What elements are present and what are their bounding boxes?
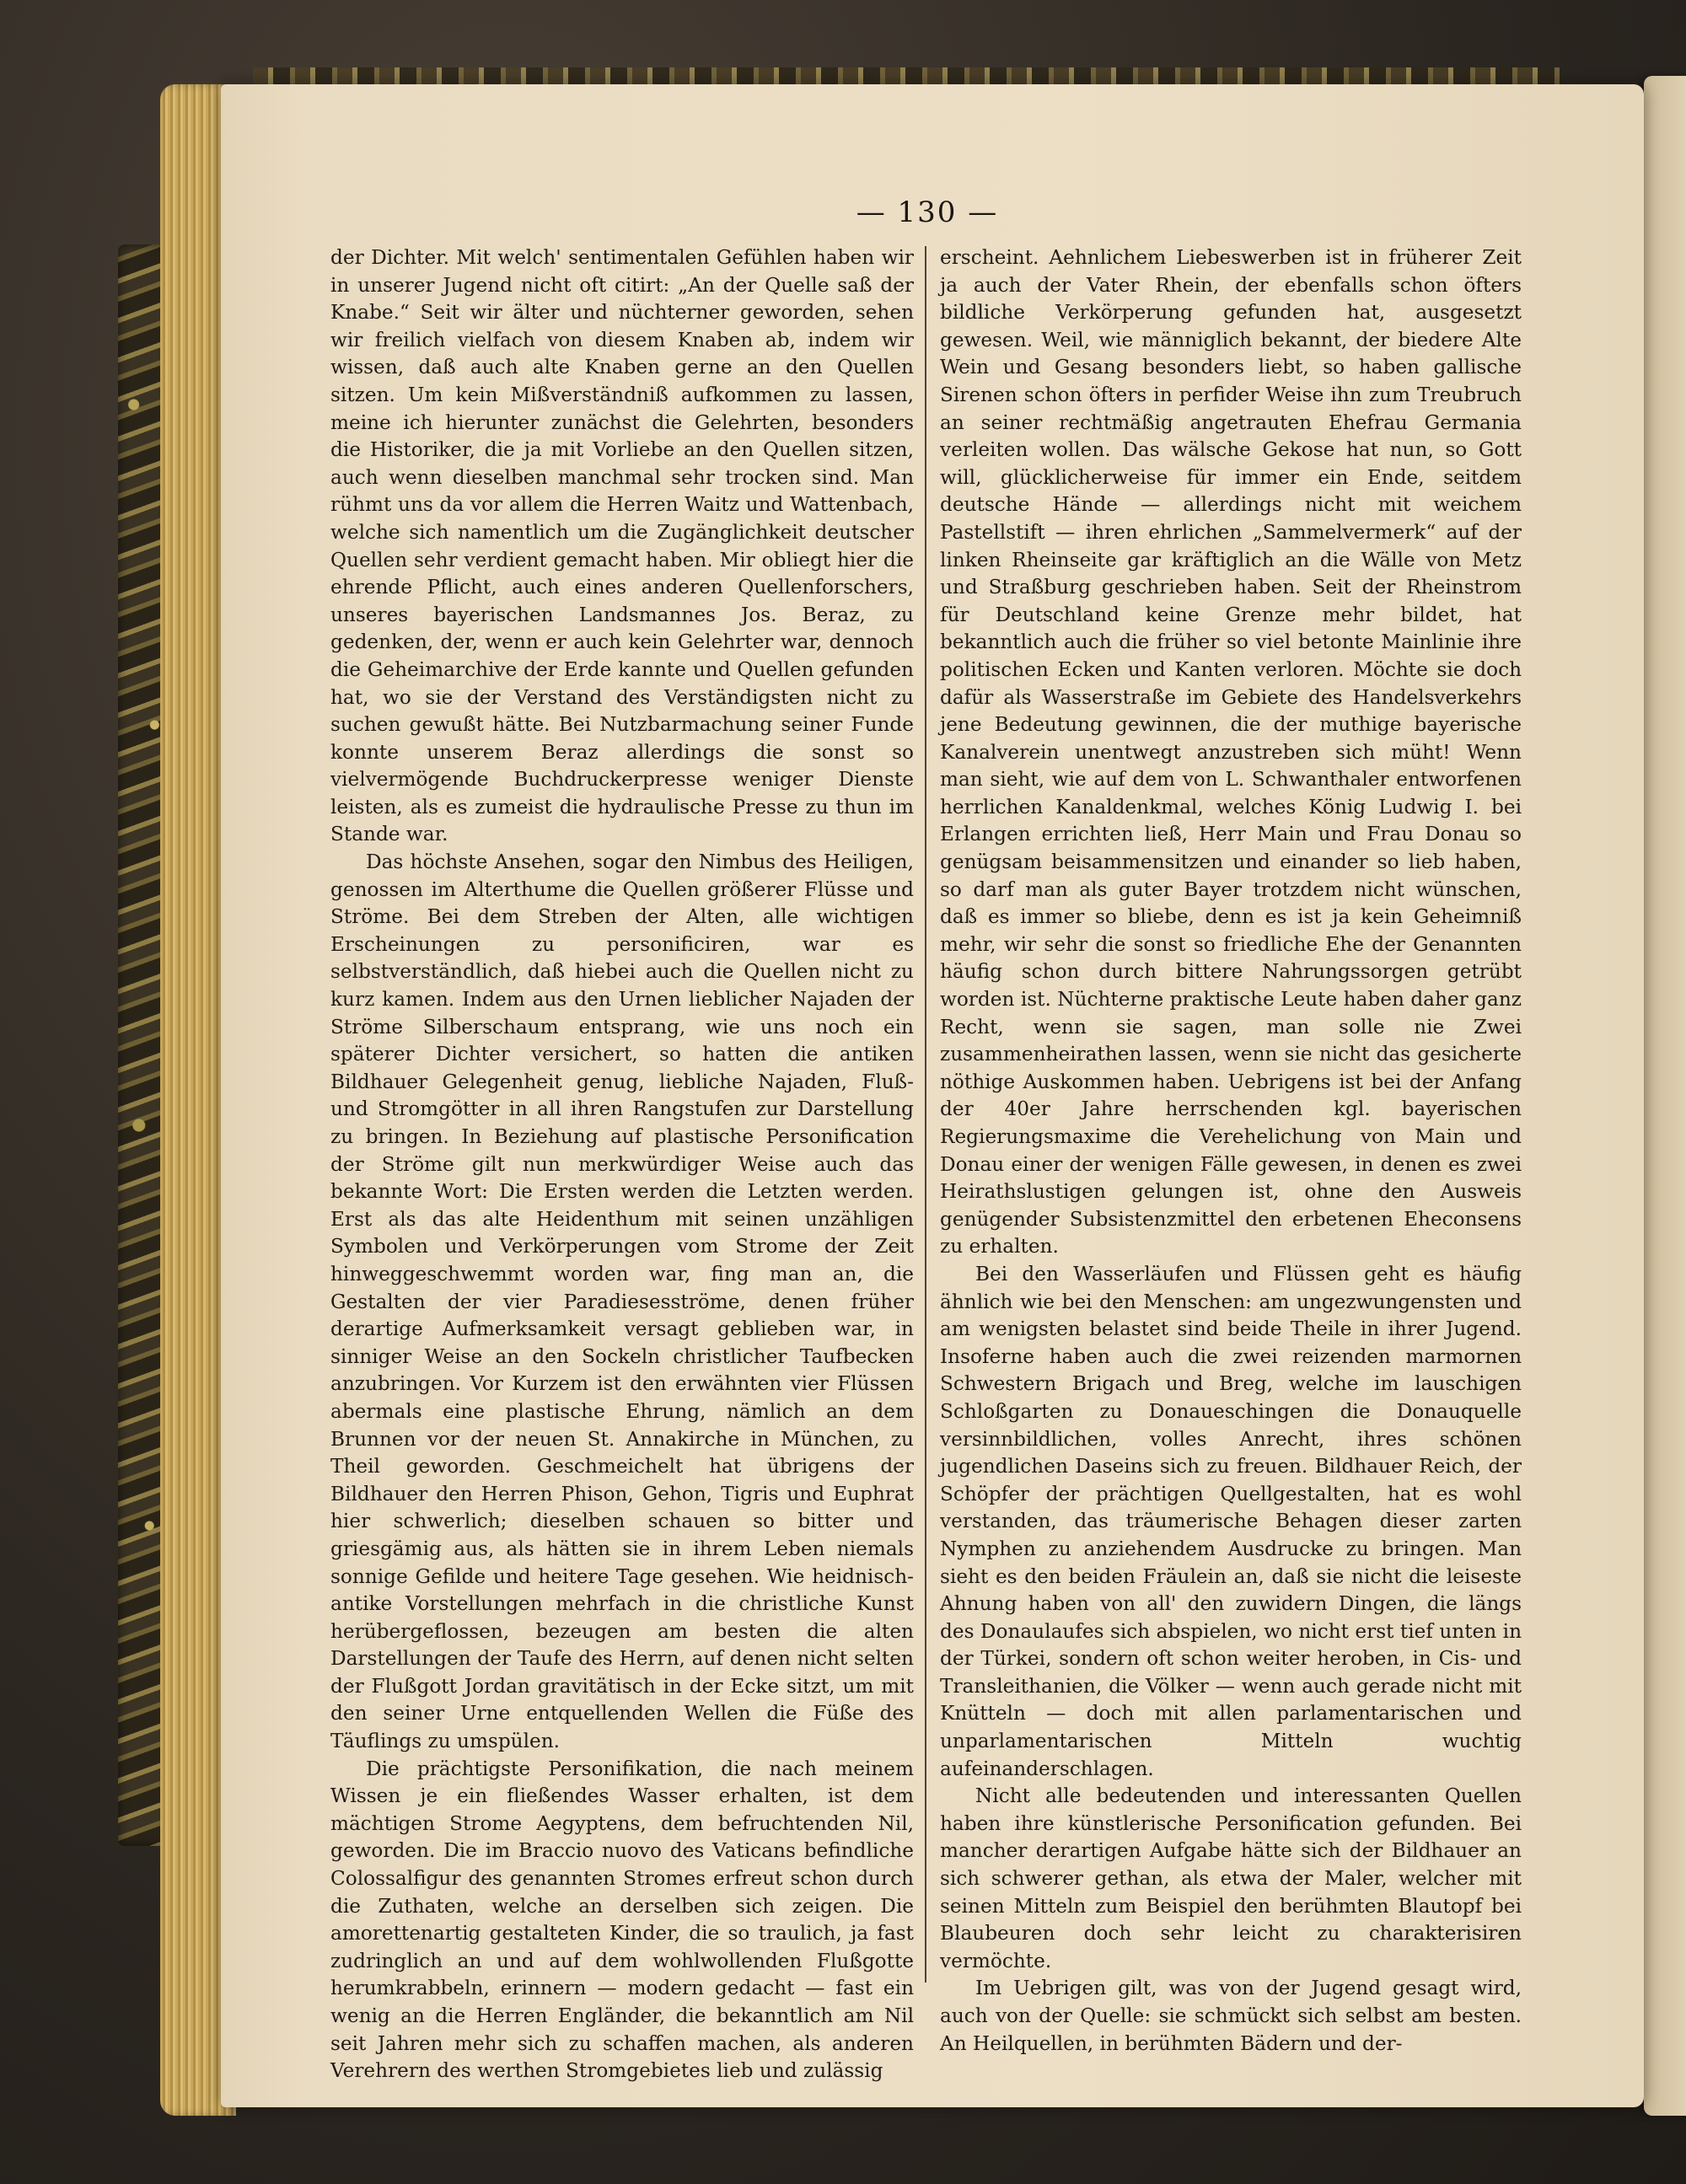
right-paragraph-1: erscheint. Aehnlichem Liebeswerben ist in früherer Zeit ja auch der Vater Rhein, der ebenfalls schon öfters bildliche Verkörperung gefunden hat, ausgesetzt gewesen. Weil, wie männiglich bekannt, der biedere Alte Wein und Gesang besonders liebt, so haben gallische Sirenen schon öfters in perfider Weise ihn zum Treubruch an seiner rechtmäßig angetrauten Ehefrau Germania verleiten wollen. Das wälsche Gekose hat nun, so Gott will, glücklicherweise für immer ein Ende, seitdem deutsche Hände — allerdings nicht mit weichem Pastellstift — ihren ehrlichen „Sammelvermerk“ auf der linken Rheinseite gar kräftiglich an die Wälle von Metz und Straßburg geschrieben haben. Seit der Rheinstrom für Deutschland keine Grenze mehr bildet, hat bekanntlich auch die früher so viel betonte Mainlinie ihre politischen Ecken und Kanten verloren. Möchte sie doch dafür als Wasserstraße im Gebiete des Handelsverkehrs jene Bedeutung gewinnen, die der muthige bayerische Kanalverein unentwegt anzustreben sich müht! Wenn man sieht, wie auf dem von L. Schwanthaler entworfenen herrlichen Kanaldenkmal, welches König Ludwig I. bei Erlangen errichten ließ, Herr Main und Frau Donau so genügsam beisammensitzen und einander so lieb haben, so darf man als guter Bayer trotzdem nicht wünschen, daß es immer so bliebe, denn es ist ja kein Geheimniß mehr, wir sehr die sonst so friedliche Ehe der Genannten häufig schon durch bittere Nahrungssorgen getrübt worden ist. Nüchterne praktische Leute haben daher ganz Recht, wenn sie sagen, man solle nie Zwei zusammenheirathen lassen, wenn sie nicht das gesicherte nöthige Auskommen haben. Uebrigens ist bei der Anfang der 40er Jahre herrschenden kgl. bayerischen Regierungsmaxime die Verehelichung von Main und Donau einer der wenigen Fälle gewesen, in denen es zwei Heirathslustigen gelungen ist, ohne den Ausweis genügender Subsistenzmittel den erbetenen Eheconsens zu erhalten. [940, 246, 1522, 1258]
right-text-column [940, 244, 1522, 2058]
right-paragraph-4: Im Uebrigen gilt, was von der Jugend gesagt wird, auch von der Quelle: sie schmückt sich selbst am besten. An Heilquellen, in berühmten Bädern und der- [940, 1977, 1522, 2055]
adjacent-page-edge [1644, 76, 1686, 2116]
column-divider [925, 246, 926, 1983]
left-text-column [330, 244, 914, 2085]
page-number: — 130 — [856, 196, 999, 229]
left-paragraph-2: Das höchste Ansehen, sogar den Nimbus des Heiligen, genossen im Alterthume die Quellen größerer Flüsse und Ströme. Bei dem Streben der Alten, alle wichtigen Erscheinungen zu personificiren, war es selbstverständlich, daß hiebei auch die Quellen nicht zu kurz kamen. Indem aus den Urnen lieblicher Najaden der Ströme Silberschaum entsprang, wie uns noch ein späterer Dichter versichert, so hatten die antiken Bildhauer Gelegenheit genug, liebliche Najaden, Fluß- und Stromgötter in all ihren Rangstufen zur Darstellung zu bringen. In Beziehung auf plastische Personification der Ströme gilt nun merkwürdiger Weise auch das bekannte Wort: Die Ersten werden die Letzten werden. Erst als das alte Heidenthum mit seinen unzähligen Symbolen und Verkörperungen vom Strome der Zeit hinweggeschwemmt worden war, fing man an, die Gestalten der vier Paradiesesströme, denen früher derartige Aufmerksamkeit versagt geblieben war, in sinniger Weise an den Sockeln christlicher Taufbecken anzubringen. Vor Kurzem ist den erwähnten vier Flüssen abermals eine plastische Ehrung, nämlich an dem Brunnen vor der neuen St. Annakirche in München, zu Theil geworden. Geschmeichelt hat übrigens der Bildhauer den Herren Phison, Gehon, Tigris und Euphrat hier schwerlich; dieselben schauen so bitter und griesgämig aus, als hätten sie in ihrem Leben niemals sonnige Gefilde und heitere Tage gesehen. Wie heidnisch-antike Vorstellungen mehrfach in die christliche Kunst herübergeflossen, bezeugen am besten die alten Darstellungen der Taufe des Herrn, auf denen nicht selten der Flußgott Jordan gravitätisch in der Ecke sitzt, um mit den seiner Urne entquellenden Wellen die Füße des Täuflings zu umspülen. [330, 851, 914, 1753]
left-paragraph-3: Die prächtigste Personifikation, die nach meinem Wissen je ein fließendes Wasser erhalten, ist dem mächtigen Strome Aegyptens, dem befruchtenden Nil, geworden. Die im Braccio nuovo des Vaticans befindliche Colossalfigur des genannten Stromes erfreut schon durch die Zuthaten, welche an derselben sich zeigen. Die amorettenartig gestalteten Kinder, die so traulich, ja fast zudringlich an und auf dem wohlwollenden Flußgotte herumkrabbeln, erinnern — modern gedacht — fast ein wenig an die Herren Engländer, die bekanntlich am Nil seit Jahren mehr sich zu schaffen machen, als anderen Verehrern des werthen Stromgebietes lieb und zulässig [330, 1757, 914, 2083]
left-paragraph-1: der Dichter. Mit welch' sentimentalen Gefühlen haben wir in unserer Jugend nicht oft citirt: „An der Quelle saß der Knabe.“ Seit wir älter und nüchterner geworden, sehen wir freilich vielfach von diesem Knaben ab, indem wir wissen, daß auch alte Knaben gerne an den Quellen sitzen. Um kein Mißverständniß aufkommen zu lassen, meine ich hierunter zunächst die Gelehrten, besonders die Historiker, die ja mit Vorliebe an den Quellen sitzen, auch wenn dieselben manchmal sehr trocken sind. Man rühmt uns da vor allem die Herren Waitz und Wattenbach, welche sich namentlich um die Zugänglichkeit deutscher Quellen sehr verdient gemacht haben. Mir obliegt hier die ehrende Pflicht, auch eines anderen Quellenforschers, unseres bayerischen Landsmannes Jos. Beraz, zu gedenken, der, wenn er auch kein Gelehrter war, dennoch die Geheimarchive der Erde kannte und Quellen gefunden hat, wo sie der Verstand des Verständigsten nicht zu suchen gewußt hätte. Bei Nutzbarmachung seiner Funde konnte unserem Beraz allerdings die sonst so vielvermögende Buchdruckerpresse weniger Dienste leisten, als es zumeist die hydraulische Presse zu thun im Stande war. [330, 246, 914, 846]
right-paragraph-3: Nicht alle bedeutenden und interessanten Quellen haben ihre künstlerische Personification gefunden. Bei mancher derartigen Aufgabe hätte sich der Bildhauer an sich schwerer gethan, als etwa der Maler, welcher mit seinen Mitteln zum Beispiel den berühmten Blautopf bei Blaubeuren doch sehr leicht zu charakterisiren vermöchte. [940, 1784, 1522, 1972]
right-paragraph-2: Bei den Wasserläufen und Flüssen geht es häufig ähnlich wie bei den Menschen: am ungezwungensten und am wenigsten belastet sind beide Theile in ihrer Jugend. Insoferne haben auch die zwei reizenden marmornen Schwestern Brigach und Breg, welche im lauschigen Schloßgarten zu Donaueschingen die Donauquelle versinnbildlichen, volles Anrecht, ihres schönen jugendlichen Daseins sich zu freuen. Bildhauer Reich, der Schöpfer der prächtigen Quellgestalten, hat es wohl verstanden, das träumerische Behagen dieser zarten Nymphen zu anziehendem Ausdrucke zu bringen. Man sieht es den beiden Fräulein an, daß sie nicht die leiseste Ahnung haben von all' den zuwidern Dingen, die längs des Donaulaufes sich abspielen, wo nicht erst tief unten in der Türkei, sondern oft schon weiter heroben, in Cis- und Transleithanien, die Völker — wenn auch gerade nicht mit Knütteln — doch mit allen parlamentarischen und unparlamentarischen Mitteln wuchtig aufeinanderschlagen. [940, 1262, 1522, 1780]
